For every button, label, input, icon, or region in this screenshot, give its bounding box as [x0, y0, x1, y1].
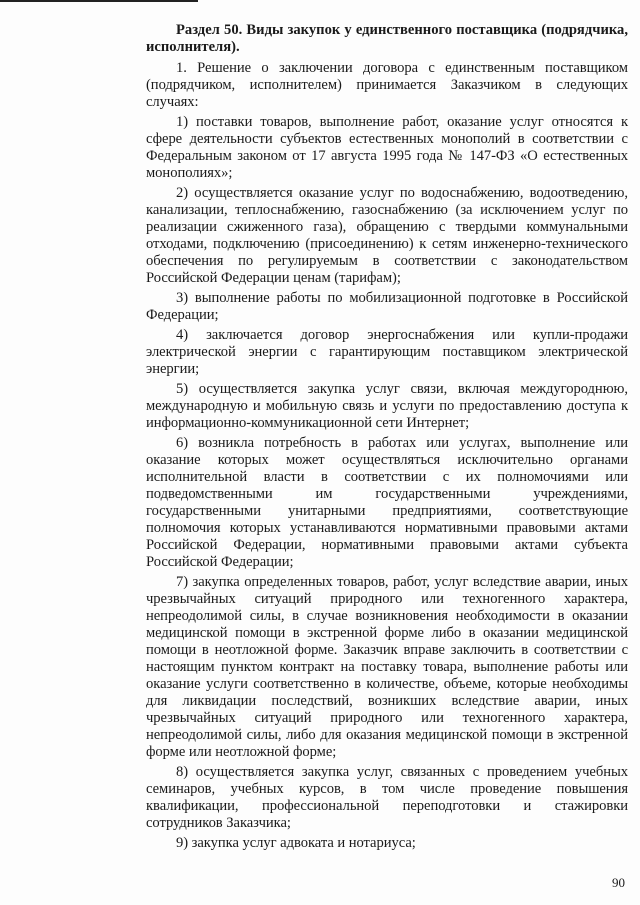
- list-item-1: 1) поставки товаров, выполнение работ, оказание услуг относятся к сфере деятельности субъектов естественных монополий в соответствии с Федеральным законом от 17 августа 1995 года № 147-ФЗ «О естественных монополиях»;: [146, 114, 628, 181]
- section-title: Раздел 50. Виды закупок у единственного поставщика (подрядчика, исполнителя).: [146, 22, 628, 55]
- list-item-7: 7) закупка определенных товаров, работ, услуг вследствие аварии, иных чрезвычайных ситуаций природного или техногенного характера, непреодолимой силы, в случае возникновения необходимости в оказании медицинской помощи в экстренной форме либо в оказании медицинской помощи в неотложной форме. Заказчик вправе заключить в соответствии с настоящим пунктом контракт на поставку товара, выполнение работы или оказание услуги соответственно в количестве, объеме, которые необходимы для ликвидации последствий, возникших вследствие аварии, иных чрезвычайных ситуаций природного или техногенного характера, непреодолимой силы, либо для оказания медицинской помощи в экстренной форме или неотложной форме;: [146, 574, 628, 760]
- document-body: [146, 22, 628, 855]
- list-item-4: 4) заключается договор энергоснабжения или купли-продажи электрической энергии с гарантирующим поставщиком электрической энергии;: [146, 327, 628, 377]
- list-item-2: 2) осуществляется оказание услуг по водоснабжению, водоотведению, канализации, теплоснабжению, газоснабжению (за исключением услуг по реализации сжиженного газа), обращению с твердыми коммунальными отходами, подключению (присоединению) к сетям инженерно-технического обеспечения по регулируемым в соответствии с законодательством Российской Федерации ценам (тарифам);: [146, 185, 628, 286]
- top-rule: [0, 0, 198, 2]
- list-item-6: 6) возникла потребность в работах или услугах, выполнение или оказание которых может осуществляться исключительно органами исполнительной власти в соответствии с их полномочиями или подведомственными им государственными учреждениями, государственными унитарными предприятиями, соответствующие полномочия которых устанавливаются нормативными правовыми актами Российской Федерации, нормативными правовыми актами субъекта Российской Федерации;: [146, 435, 628, 570]
- list-item-9: 9) закупка услуг адвоката и нотариуса;: [176, 835, 416, 851]
- paragraph-intro: 1. Решение о заключении договора с единственным поставщиком (подрядчиком, исполнителем) принимается Заказчиком в следующих случаях:: [146, 60, 628, 110]
- list-item-5: 5) осуществляется закупка услуг связи, включая междугороднюю, международную и мобильную связь и услуги по предоставлению доступа к информационно-коммуникационной сети Интернет;: [146, 381, 628, 431]
- page-number: 90: [612, 875, 625, 890]
- list-item-8: 8) осуществляется закупка услуг, связанных с проведением учебных семинаров, учебных курсов, в том числе проведение повышения квалификации, профессиональной переподготовки и стажировки сотрудников Заказчика;: [146, 764, 628, 831]
- list-item-3: 3) выполнение работы по мобилизационной подготовке в Российской Федерации;: [146, 290, 628, 323]
